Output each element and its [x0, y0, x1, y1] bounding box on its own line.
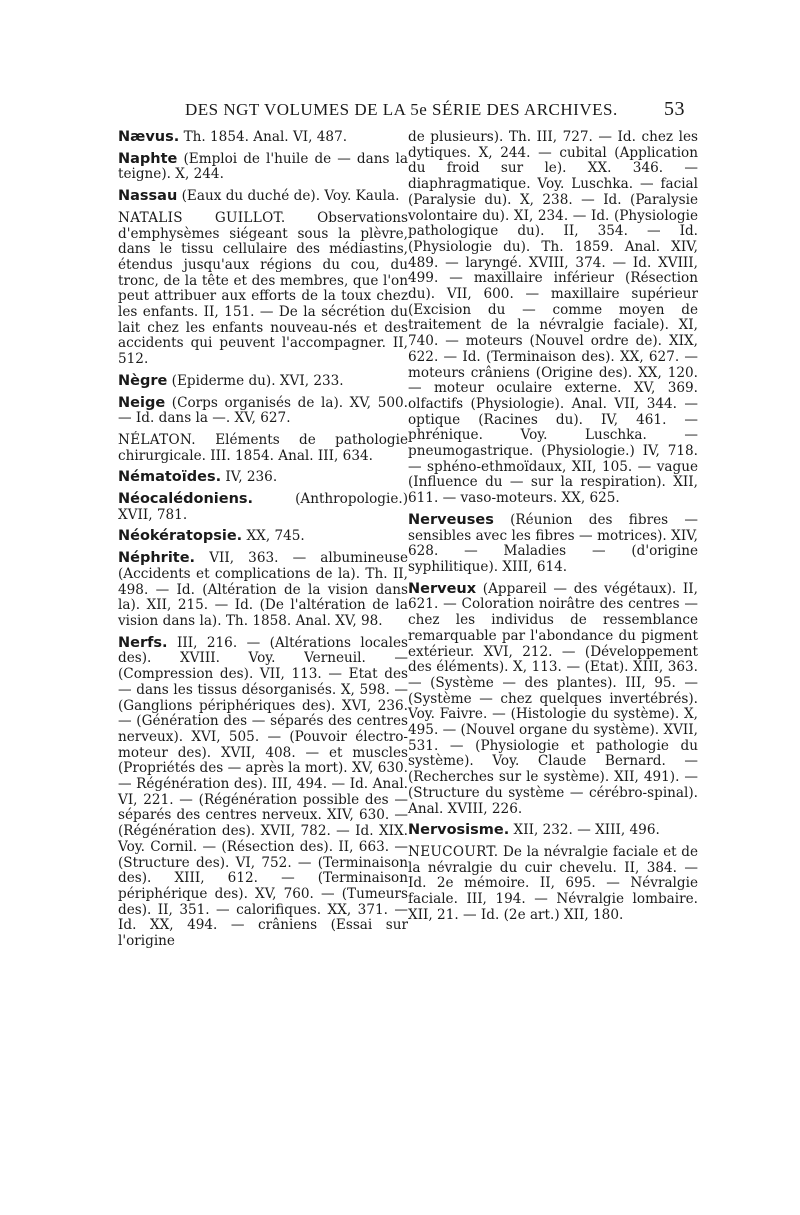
entry-text: XII, 232. — XIII, 496. [509, 822, 660, 839]
index-entry [408, 513, 698, 576]
entry-author: NEUCOURT. [408, 843, 499, 860]
entry-text: (Emploi de l'huile de — dans la teigne). X, 244. [118, 150, 408, 183]
entry-text: (Eaux du duché de). Voy. Kaula. [177, 188, 400, 205]
left-column [118, 130, 408, 956]
entry-text: (Corps organisés de la). XV, 500. — Id. dans la —. XV, 627. [118, 394, 408, 427]
entry-headword: Nervosisme. [408, 822, 510, 839]
entry-headword: Naphte [118, 150, 178, 167]
entry-text: (Anthropologie.) XVII, 781. [118, 491, 408, 523]
index-entry [118, 189, 408, 205]
right-column [408, 130, 698, 929]
index-entry [408, 582, 698, 818]
entry-text: (Réunion des fibres — sensibles avec les fibres — motrices). XIV, 628. — Maladies — (d'origine syphilitique). XIII, 614. [408, 511, 698, 575]
entry-headword: Nerveux [408, 580, 477, 597]
entry-headword: Neige [118, 394, 166, 411]
running-title: DES NGT VOLUMES DE LA 5e SÉRIE DES ARCHIVES. [185, 100, 618, 119]
entry-text: (Epiderme du). XVI, 233. [167, 372, 344, 389]
entry-headword: Nassau [118, 188, 178, 205]
entry-text: IV, 236. [221, 469, 278, 486]
index-entry [118, 130, 408, 146]
entry-headword: Néokératopsie. [118, 528, 243, 545]
entry-author: NATALIS GUILLOT. [118, 209, 286, 226]
page-number: 53 [664, 98, 685, 120]
entry-text: (Appareil — des végétaux). II, 621. — Coloration noirâtre des centres — chez les individus de ressemblance remarquable par l'abondance du pigment extérieur. XVI, 212. — (Développement des éléments). X, 113. — (Etat). XIII, 363. — (Système — des plantes). III, 95. — (Système — chez quelques invertébrés). Voy. Faivre. — (Histologie du système). X, 495. — (Nouvel organe du système). XVII, 531. — (Physiologie et pathologie du système). Voy. Claude Bernard. — (Recherches sur le système). XII, 491). — (Structure du système — cérébro-spinal). Anal. XVIII, 226. [408, 580, 698, 817]
index-entry [118, 551, 408, 630]
index-entry [118, 152, 408, 183]
index-entry [118, 374, 408, 390]
entry-headword: Néphrite. [118, 550, 196, 567]
index-entry [118, 396, 408, 427]
entry-text: Observations d'emphysèmes siégeant sous la plèvre, dans le tissu cellulaire des médiastins, étendus jusqu'aux régions du cou, du tronc, de la tête et des membres, que l'on peut attribuer aux efforts de la toux chez les enfants. II, 151. — De la sécrétion du lait chez les enfants nouveau-nés et des accidents qui peuvent l'accompagner. II, 512. [118, 209, 409, 368]
index-entry [118, 470, 408, 486]
index-entry [408, 845, 698, 924]
entry-text: de plusieurs). Th. III, 727. — Id. chez les dytiques. X, 244. — cubital (Application du froid sur le). XX. 346. — diaphragmatique. Voy. Luschka. — facial (Paralysie du). X, 238. — Id. (Paralysie volontaire du). XI, 234. — Id. (Physiologie pathologique du). II, 354. — Id. (Physiologie du). Th. 1859. Anal. XIV, 489. — laryngé. XVIII, 374. — Id. XVIII, 499. — maxillaire inférieur (Résection du). VII, 600. — maxillaire supérieur (Excision du — comme moyen de traitement de la névralgie faciale). XI, 740. — moteurs (Nouvel ordre de). XIX, 622. — Id. (Terminaison des). XX, 627. — moteurs crâniens (Origine des). XX, 120. — moteur oculaire externe. XV, 369. olfactifs (Physiologie). Anal. VII, 344. — optique (Racines du). IV, 461. — phrénique. Voy. Luschka. — pneumogastrique. (Physiologie.) IV, 718. — sphéno-ethmoïdaux, XII, 105. — vague (Influence du — sur la respiration). XII, 611. — vaso-moteurs. XX, 625. [408, 129, 698, 507]
entry-text: III, 216. — (Altérations locales des). XVIII. Voy. Verneuil. — (Compression des). VII, 113. — Etat des — dans les tissus désorganisés. X, 598. — (Ganglions périphériques des). XVI, 236. — (Génération des — séparés des centres nerveux). XVI, 505. — (Pouvoir électro-moteur des). XVII, 408. — et muscles (Propriétés des — après la mort). XV, 630. — Régénération des). III, 494. — Id. Anal. VI, 221. — (Régénération possible des — séparés des centres nerveux. XIV, 630. — (Régénération des). XVII, 782. — Id. XIX. Voy. Cornil. — (Résection des). II, 663. — (Structure des). VI, 752. — (Terminaison des). XIII, 612. — (Terminaison périphérique des). XV, 760. — (Tumeurs des). II, 351. — calorifiques. XX, 371. — Id. XX, 494. — crâniens (Essai sur l'origine [118, 634, 408, 950]
entry-text: XX, 745. [242, 528, 305, 545]
index-entry [118, 492, 408, 523]
entry-headword: Nègre [118, 372, 168, 389]
entry-text: De la névralgie faciale et de la névralgie du cuir chevelu. II, 384. — Id. 2e mémoire. II, 695. — Névralgie faciale. III, 194. — Névralgie lombaire. XII, 21. — Id. (2e art.) XII, 180. [408, 843, 698, 923]
index-entry [118, 636, 408, 950]
entry-headword: Nerveuses [408, 511, 494, 528]
index-entry-continued [408, 130, 698, 507]
entry-headword: Néocalédoniens. [118, 491, 254, 508]
entry-author: NÉLATON. [118, 431, 196, 448]
entry-text: Eléments de pathologie chirurgicale. III. 1854. Anal. III, 634. [118, 431, 408, 464]
entry-headword: Nerfs. [118, 634, 168, 651]
entry-text: Th. 1854. Anal. VI, 487. [179, 129, 348, 145]
index-entry [408, 823, 698, 839]
index-entry [118, 529, 408, 545]
page-header [185, 98, 685, 126]
index-entry [118, 433, 408, 464]
entry-headword: Nématoïdes. [118, 469, 222, 486]
index-entry [118, 211, 408, 368]
entry-text: VII, 363. — albumineuse (Accidents et complications de la). Th. II, 498. — Id. (Altération de la vision dans la). XII, 215. — Id. (De l'altération de la vision dans la). Th. 1858. Anal. XV, 98. [118, 550, 408, 629]
entry-headword: Nævus. [118, 129, 180, 145]
